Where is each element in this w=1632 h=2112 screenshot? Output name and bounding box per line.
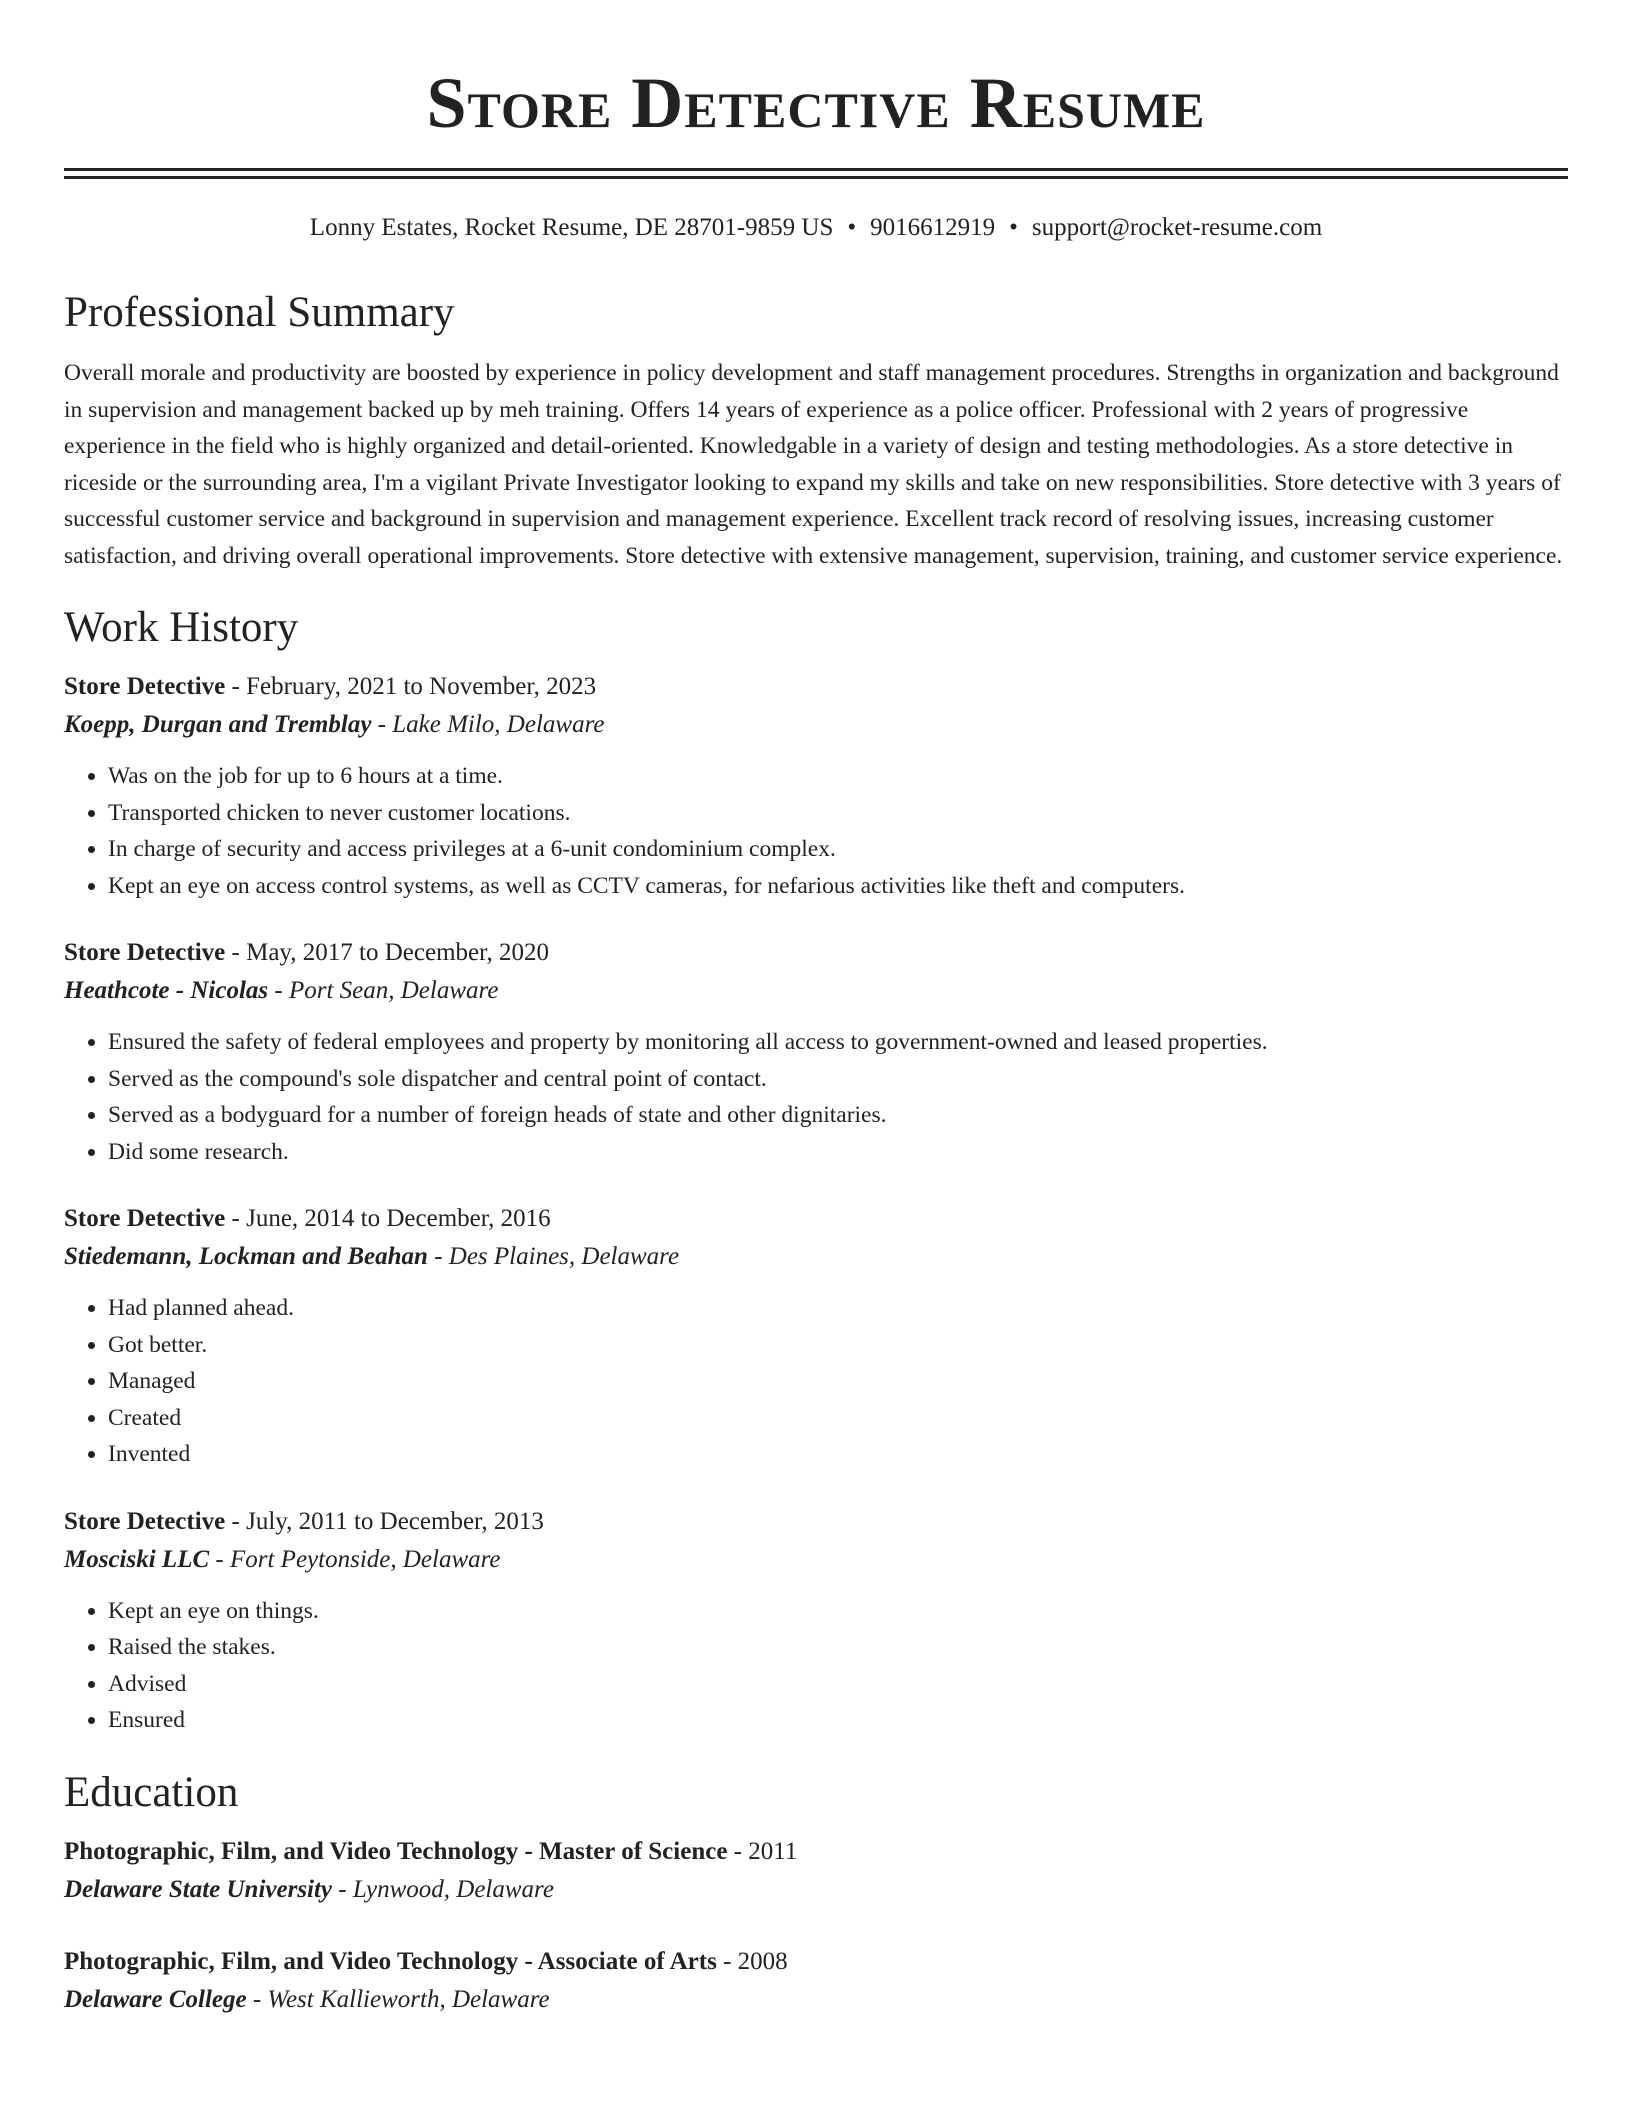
- education-location: - West Kallieworth, Delaware: [246, 1985, 550, 2013]
- job-bullet: • Created: [108, 1400, 1568, 1437]
- job-title-line: [64, 1200, 1568, 1238]
- job-location: - Des Plaines, Delaware: [427, 1243, 680, 1270]
- job-company-line: [64, 972, 1568, 1010]
- job-bullet: • In charge of security and access privileges at a 6-unit condominium complex.: [108, 831, 1568, 868]
- job-bullets: [64, 1024, 1568, 1170]
- job-bullet: • Served as a bodyguard for a number of foreign heads of state and other dignitaries.: [108, 1097, 1568, 1134]
- summary-heading: Professional Summary: [64, 289, 455, 336]
- education-heading: Education: [64, 1768, 239, 1816]
- education-degree-line: [64, 1833, 1568, 1871]
- job-company-line: [64, 706, 1568, 744]
- education-entry: [64, 1943, 1568, 2019]
- job-bullet: • Kept an eye on access control systems, as well as CCTV cameras, for nefarious activities like theft and computers.: [108, 868, 1568, 905]
- contact-phone: 9016612919: [870, 214, 996, 241]
- job-company: Koepp, Durgan and Tremblay: [64, 711, 372, 738]
- job-bullet: • Got better.: [108, 1327, 1568, 1364]
- contact-separator: •: [1009, 214, 1018, 241]
- job-title: Store Detective: [64, 1507, 226, 1535]
- title-divider: [64, 168, 1568, 179]
- contact-address: Lonny Estates, Rocket Resume, DE 28701-9859 US: [309, 214, 834, 241]
- job-dates: - July, 2011 to December, 2013: [225, 1507, 544, 1535]
- work-history-heading: Work History: [64, 604, 299, 651]
- job-company: Mosciski LLC: [64, 1545, 210, 1573]
- education-school-line: [64, 1871, 1568, 1909]
- education-school: Delaware State University: [64, 1875, 333, 1903]
- education-year: - 2008: [716, 1947, 788, 1975]
- job-entry: [64, 668, 1568, 904]
- education-degree-line: [64, 1943, 1568, 1981]
- job-bullets: [64, 1593, 1568, 1739]
- resume-title: Store Detective Resume: [426, 63, 1206, 143]
- job-title-line: [64, 1503, 1568, 1541]
- job-title-line: [64, 668, 1568, 706]
- education-school-line: [64, 1981, 1568, 2019]
- job-title: Store Detective: [64, 673, 226, 700]
- job-entry: [64, 1503, 1568, 1739]
- job-entry: [64, 1200, 1568, 1473]
- job-bullet: • Served as the compound's sole dispatcher and central point of contact.: [108, 1061, 1568, 1098]
- job-bullets: [64, 1290, 1568, 1473]
- education-degree: Photographic, Film, and Video Technology - Associate of Arts: [64, 1947, 717, 1975]
- job-bullet: • Advised: [108, 1666, 1568, 1703]
- job-dates: - February, 2021 to November, 2023: [225, 673, 597, 700]
- job-location: - Lake Milo, Delaware: [371, 711, 605, 738]
- job-title-line: [64, 934, 1568, 972]
- job-location: - Fort Peytonside, Delaware: [209, 1545, 501, 1573]
- contact-email: support@rocket-resume.com: [1031, 214, 1323, 241]
- job-bullet: • Kept an eye on things.: [108, 1593, 1568, 1630]
- job-bullet: • Was on the job for up to 6 hours at a time.: [108, 758, 1568, 795]
- job-bullet: • Raised the stakes.: [108, 1629, 1568, 1666]
- job-location: - Port Sean, Delaware: [268, 977, 499, 1004]
- contact-separator: •: [847, 214, 857, 241]
- job-bullet: • Invented: [108, 1436, 1568, 1473]
- education-location: - Lynwood, Delaware: [332, 1875, 554, 1903]
- job-dates: - May, 2017 to December, 2020: [225, 939, 549, 966]
- job-bullets: [64, 758, 1568, 904]
- job-title: Store Detective: [64, 1205, 226, 1232]
- education-year: - 2011: [727, 1837, 798, 1865]
- job-bullet: • Ensured the safety of federal employees and property by monitoring all access to government-owned and leased properties.: [108, 1024, 1568, 1061]
- job-company-line: [64, 1541, 1568, 1579]
- job-bullet: • Ensured: [108, 1702, 1568, 1739]
- job-company-line: [64, 1238, 1568, 1276]
- job-bullet: • Had planned ahead.: [108, 1290, 1568, 1327]
- job-bullet: • Did some research.: [108, 1134, 1568, 1171]
- job-company: Stiedemann, Lockman and Beahan: [64, 1243, 428, 1270]
- contact-line: [64, 211, 1568, 245]
- education-school: Delaware College: [64, 1985, 247, 2013]
- job-title: Store Detective: [64, 939, 226, 966]
- job-company: Heathcote - Nicolas: [64, 977, 269, 1004]
- job-bullet: • Managed: [108, 1363, 1568, 1400]
- job-bullet: • Transported chicken to never customer locations.: [108, 795, 1568, 832]
- education-degree: Photographic, Film, and Video Technology - Master of Science: [64, 1837, 728, 1865]
- job-dates: - June, 2014 to December, 2016: [225, 1205, 551, 1232]
- summary-text: Overall morale and productivity are boosted by experience in policy development and staff management procedures. Strengths in organization and background in supervision and management backed up by meh training. Offers 14 years of experience as a police officer. Professional with 2 years of progressive experience in the field who is highly organized and detail-oriented. Knowledgable in a variety of design and testing methodologies. As a store detective in riceside or the surrounding area, I'm a vigilant Private Investigator looking to expand my skills and take on new responsibilities. Store detective with 3 years of successful customer service and background in supervision and management experience. Excellent track record of resolving issues, increasing customer satisfaction, and driving overall operational improvements. Store detective with extensive management, supervision, training, and customer service experience.: [64, 360, 1563, 569]
- job-entry: [64, 934, 1568, 1170]
- education-entry: [64, 1833, 1568, 1909]
